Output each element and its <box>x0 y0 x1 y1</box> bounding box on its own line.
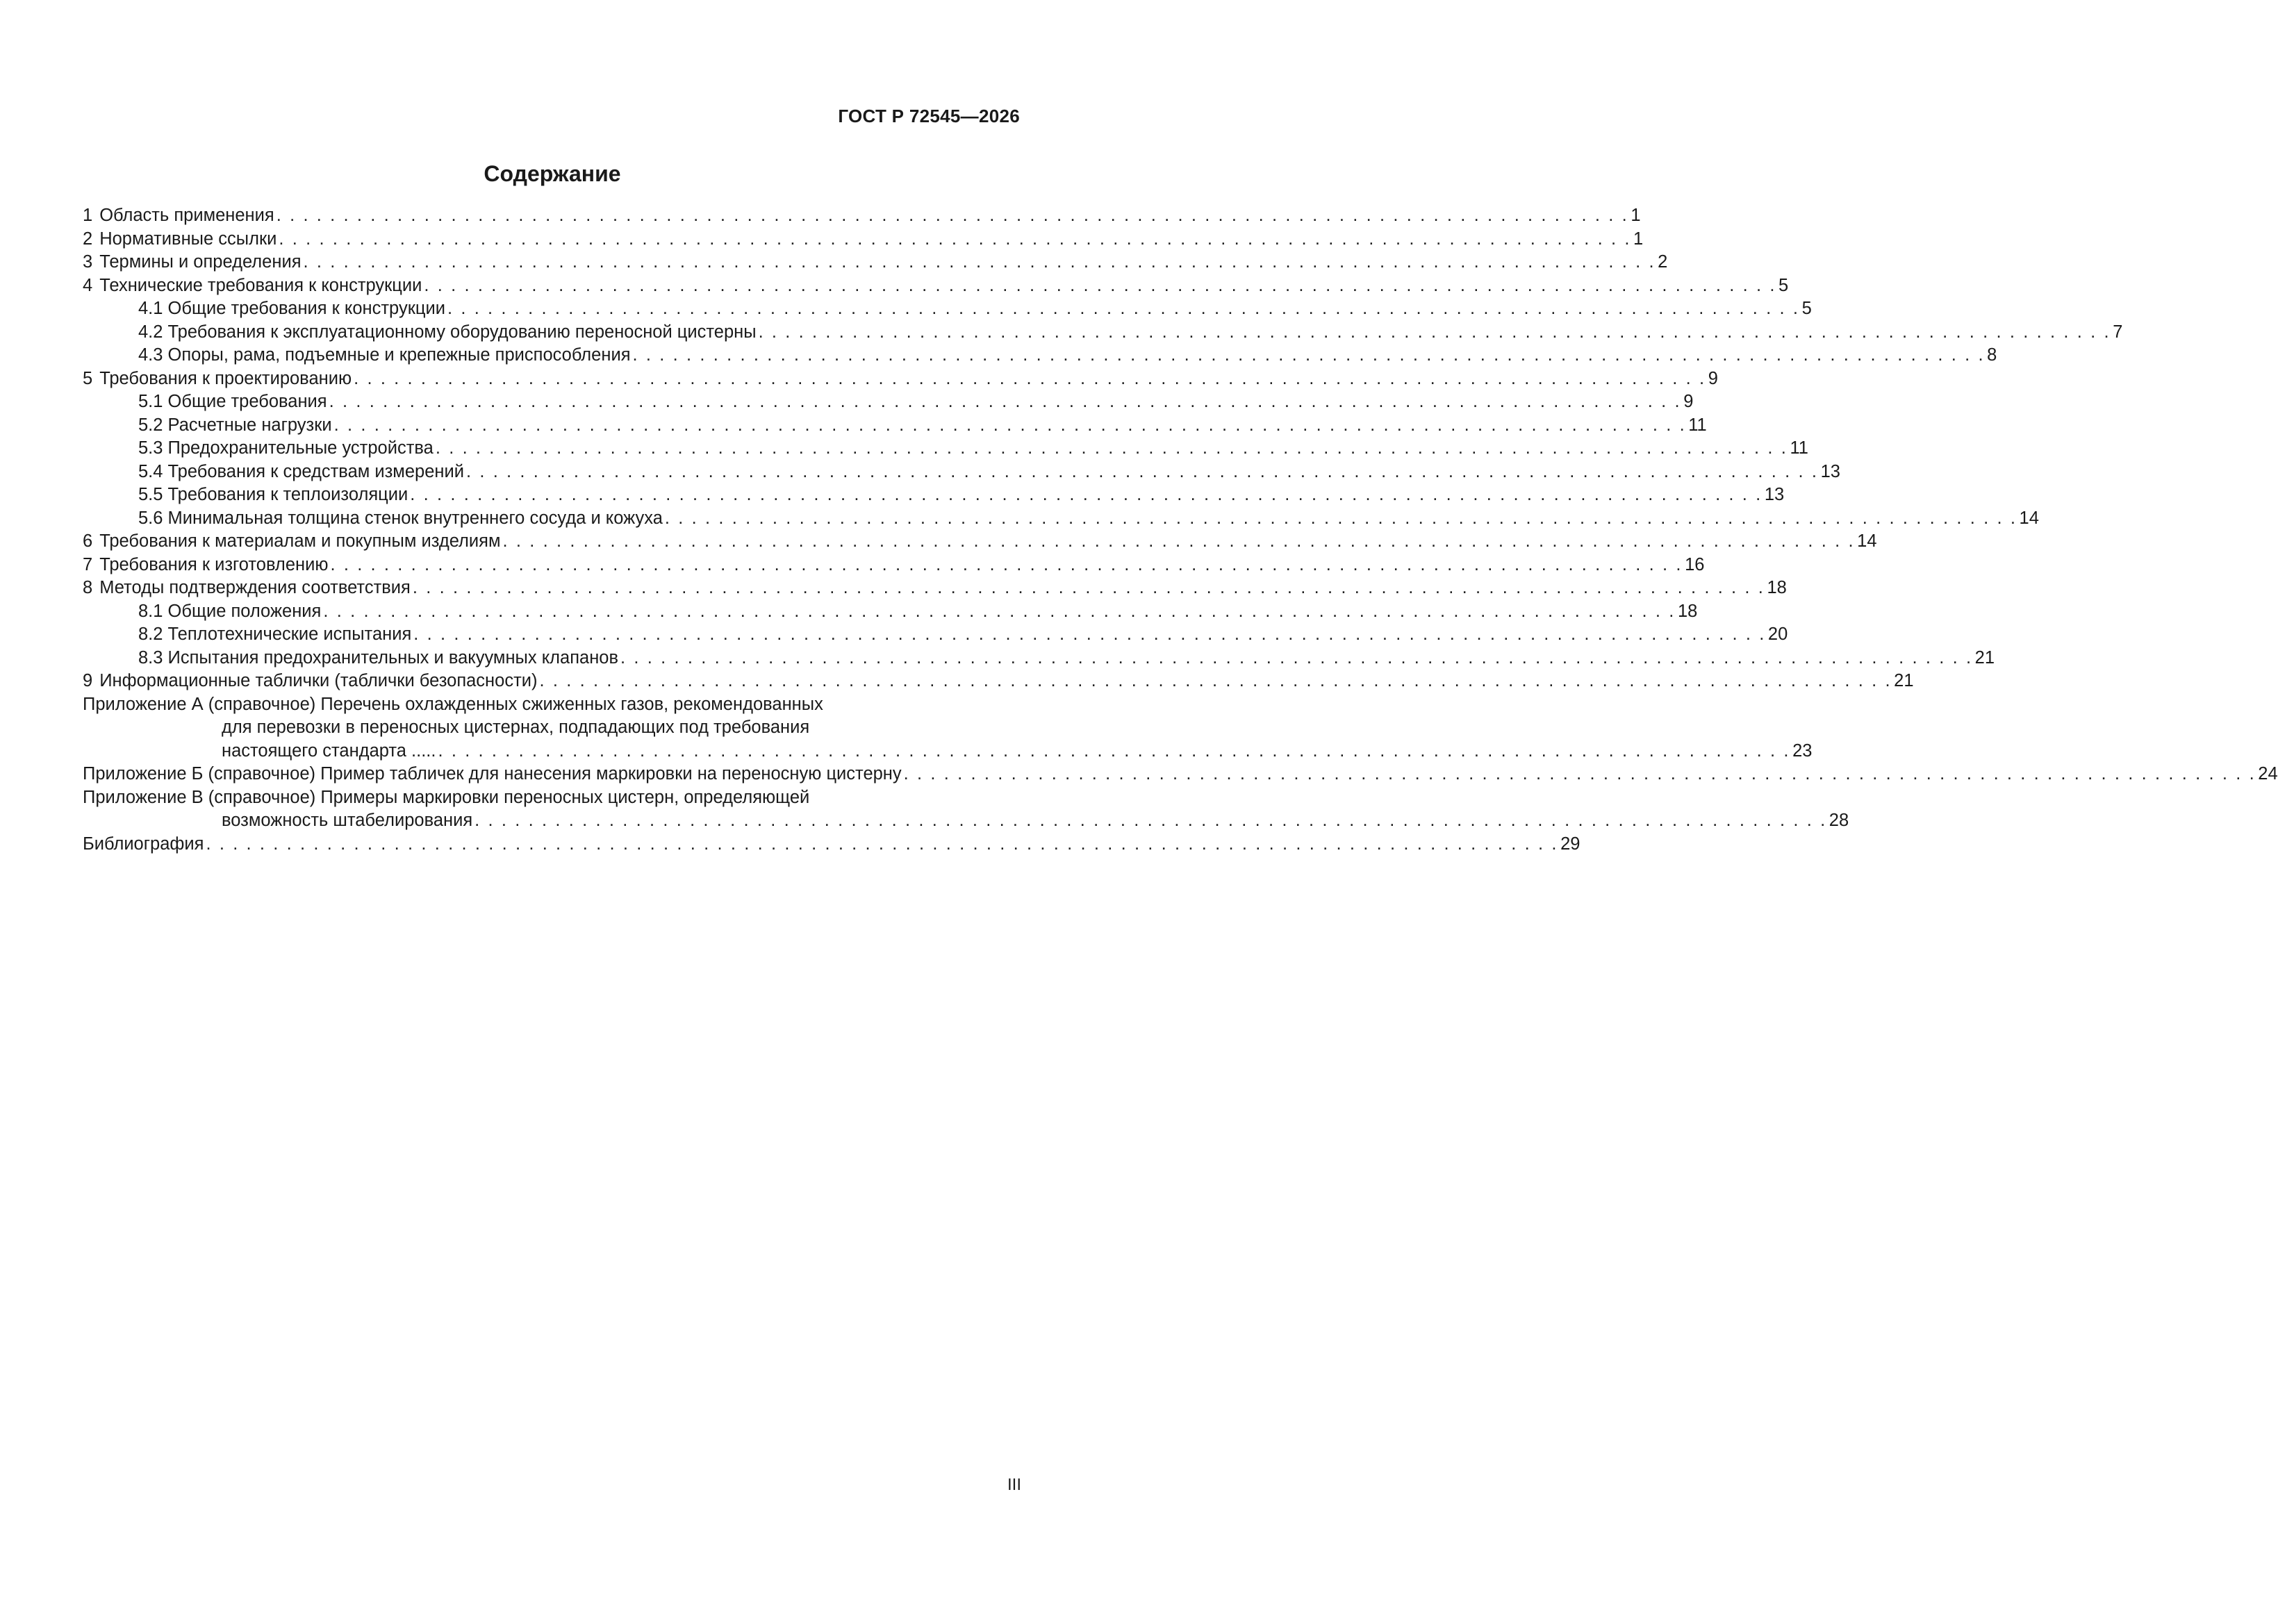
toc-entry-page: 5 <box>1778 275 1789 295</box>
dot-leader: . . . . . . . . . . . . . . . . . . . . . . . . . . . . . . . . . . . . . . . . . . . . . . . . . . . . . . . . . . . . . . . . . . . . . . . . . . . . . . . . . . . . . . . . . . . . . . . . . . . . . <box>303 252 1656 272</box>
dot-leader: . . . . . . . . . . . . . . . . . . . . . . . . . . . . . . . . . . . . . . . . . . . . . . . . . . . . . . . . . . . . . . . . . . . . . . . . . . . . . . . . . . . . . . . . . . . . . . . . . . . . . <box>410 485 1763 504</box>
toc-entry-label: Требования к материалам и покупным изделиям <box>99 531 501 551</box>
table-of-contents <box>83 204 2278 856</box>
toc-entry-number: 3 <box>83 252 93 272</box>
dot-leader: . . . . . . . . . . . . . . . . . . . . . . . . . . . . . . . . . . . . . . . . . . . . . . . . . . . . . . . . . . . . . . . . . . . . . . . . . . . . . . . . . . . . . . . . . . . . . . . . . . . . . <box>413 624 1766 644</box>
toc-entry-page: 16 <box>1685 554 1705 574</box>
toc-entry[interactable] <box>83 600 1698 624</box>
toc-entry[interactable] <box>83 251 1668 274</box>
toc-entry-page: 21 <box>1974 647 1995 668</box>
toc-entry[interactable] <box>83 763 2278 786</box>
toc-entry-label: настоящего стандарта ..... <box>222 740 436 761</box>
dot-leader: . . . . . . . . . . . . . . . . . . . . . . . . . . . . . . . . . . . . . . . . . . . . . . . . . . . . . . . . . . . . . . . . . . . . . . . . . . . . . . . . . . . . . . . . . . . . . . . . . . . . . <box>539 671 1892 690</box>
toc-entry-label: 5.2 Расчетные нагрузки <box>138 415 332 435</box>
toc-entry-page: 8 <box>1987 345 1997 365</box>
dot-leader: . . . . . . . . . . . . . . . . . . . . . . . . . . . . . . . . . . . . . . . . . . . . . . . . . . . . . . . . . . . . . . . . . . . . . . . . . . . . . . . . . . . . . . . . . . . . . . . . . . . . . <box>276 206 1629 225</box>
toc-entry-label: 5.5 Требования к теплоизоляции <box>138 485 408 504</box>
toc-entry-page: 5 <box>1801 299 1812 318</box>
toc-entry-label: 8.1 Общие положения <box>138 601 322 621</box>
toc-entry-label: возможность штабелирования <box>222 811 473 830</box>
toc-entry-label: 5.3 Предохранительные устройства <box>138 438 434 458</box>
toc-entry-label: Требования к изготовлению <box>99 554 329 574</box>
toc-entry[interactable] <box>83 414 1707 438</box>
toc-entry[interactable] <box>83 833 1580 856</box>
toc-entry[interactable] <box>83 786 1021 810</box>
dot-leader: . . . . . . . . . . . . . . . . . . . . . . . . . . . . . . . . . . . . . . . . . . . . . . . . . . . . . . . . . . . . . . . . . . . . . . . . . . . . . . . . . . . . . . . . . . . . . . . . . . . . . <box>279 229 1632 249</box>
toc-entry-label: Библиография <box>83 834 204 854</box>
toc-entry-label: Технические требования к конструкции <box>99 275 422 295</box>
toc-entry-page: 18 <box>1677 601 1698 621</box>
toc-entry-label: Приложение А (справочное) Перечень охлажденных сжиженных газов, рекомендованных <box>83 694 823 714</box>
toc-entry[interactable] <box>83 437 1808 461</box>
toc-entry[interactable] <box>83 809 1849 833</box>
toc-entry[interactable] <box>83 344 1997 367</box>
toc-entry[interactable] <box>83 554 1705 577</box>
dot-leader: . . . . . . . . . . . . . . . . . . . . . . . . . . . . . . . . . . . . . . . . . . . . . . . . . . . . . . . . . . . . . . . . . . . . . . . . . . . . . . . . . . . . . . . . . . . . . . . . . . . . . <box>903 764 2256 784</box>
toc-entry-label: 4.2 Требования к эксплуатационному оборудованию переносной цистерны <box>138 322 757 342</box>
dot-leader: . . . . . . . . . . . . . . . . . . . . . . . . . . . . . . . . . . . . . . . . . . . . . . . . . . . . . . . . . . . . . . . . . . . . . . . . . . . . . . . . . . . . . . . . . . . . . . . . . . . . . <box>465 461 1819 481</box>
dot-leader: . . . . . . . . . . . . . . . . . . . . . . . . . . . . . . . . . . . . . . . . . . . . . . . . . . . . . . . . . . . . . . . . . . . . . . . . . . . . . . . . . . . . . . . . . . . . . . . . . . . . . <box>333 415 1687 435</box>
dot-leader: . . . . . . . . . . . . . . . . . . . . . . . . . . . . . . . . . . . . . . . . . . . . . . . . . . . . . . . . . . . . . . . . . . . . . . . . . . . . . . . . . . . . . . . . . . . . . . . . . . . . . <box>424 275 1777 295</box>
toc-entry-number: 2 <box>83 229 93 249</box>
toc-entry[interactable] <box>83 483 1785 507</box>
toc-entry-label: Термины и определения <box>99 252 302 272</box>
toc-entry-page: 11 <box>1790 438 1808 458</box>
toc-entry-page: 1 <box>1631 206 1641 225</box>
toc-entry-page: 13 <box>1764 485 1785 504</box>
toc-entry-label: Методы подтверждения соответствия <box>99 578 411 597</box>
toc-entry[interactable] <box>83 530 1877 554</box>
dot-leader: . . . . . . . . . . . . . . . . . . . . . . . . . . . . . . . . . . . . . . . . . . . . . . . . . . . . . . . . . . . . . . . . . . . . . . . . . . . . . . . . . . . . . . . . . . . . . . . . . . . . . <box>329 392 1682 411</box>
toc-entry[interactable] <box>83 274 1789 298</box>
toc-entry[interactable] <box>83 716 1021 740</box>
dot-leader: . . . . . . . . . . . . . . . . . . . . . . . . . . . . . . . . . . . . . . . . . . . . . . . . . . . . . . . . . . . . . . . . . . . . . . . . . . . . . . . . . . . . . . . . . . . . . . . . . . . . . <box>206 834 1559 854</box>
toc-entry[interactable] <box>83 390 1694 414</box>
toc-entry-page: 24 <box>2258 764 2278 784</box>
toc-entry-label: Область применения <box>99 206 274 225</box>
toc-entry[interactable] <box>83 321 2123 345</box>
toc-entry[interactable] <box>83 577 1787 600</box>
dot-leader: . . . . . . . . . . . . . . . . . . . . . . . . . . . . . . . . . . . . . . . . . . . . . . . . . . . . . . . . . . . . . . . . . . . . . . . . . . . . . . . . . . . . . . . . . . . . . . . . . . . . . <box>323 601 1676 621</box>
toc-entry-number: 1 <box>83 206 93 225</box>
dot-leader: . . . . . . . . . . . . . . . . . . . . . . . . . . . . . . . . . . . . . . . . . . . . . . . . . . . . . . . . . . . . . . . . . . . . . . . . . . . . . . . . . . . . . . . . . . . . . . . . . . . . . <box>758 322 2111 342</box>
toc-entry-label: для перевозки в переносных цистернах, подпадающих под требования <box>222 718 810 737</box>
toc-entry[interactable] <box>83 367 1718 391</box>
toc-entry-page: 20 <box>1767 624 1788 644</box>
toc-entry-page: 28 <box>1829 811 1849 830</box>
dot-leader: . . . . . . . . . . . . . . . . . . . . . . . . . . . . . . . . . . . . . . . . . . . . . . . . . . . . . . . . . . . . . . . . . . . . . . . . . . . . . . . . . . . . . . . . . . . . . . . . . . . . . <box>354 368 1706 388</box>
document-code: ГОСТ Р 72545—2026 <box>838 106 1020 126</box>
dot-leader: . . . . . . . . . . . . . . . . . . . . . . . . . . . . . . . . . . . . . . . . . . . . . . . . . . . . . . . . . . . . . . . . . . . . . . . . . . . . . . . . . . . . . . . . . . . . . . . . . . . . . <box>447 299 1800 318</box>
toc-entry-label: 4.3 Опоры, рама, подъемные и крепежные приспособления <box>138 345 631 365</box>
toc-entry-label: Нормативные ссылки <box>99 229 277 249</box>
dot-leader: . . . . . . . . . . . . . . . . . . . . . . . . . . . . . . . . . . . . . . . . . . . . . . . . . . . . . . . . . . . . . . . . . . . . . . . . . . . . . . . . . . . . . . . . . . . . . . . . . . . . . <box>438 740 1791 761</box>
toc-entry-label: 5.4 Требования к средствам измерений <box>138 461 464 481</box>
toc-entry-page: 29 <box>1560 834 1580 854</box>
toc-entry[interactable] <box>83 461 1840 484</box>
toc-entry[interactable] <box>83 670 1914 693</box>
toc-entry[interactable] <box>83 228 1644 251</box>
toc-entry-label: 8.3 Испытания предохранительных и вакуумных клапанов <box>138 647 619 668</box>
toc-entry-page: 9 <box>1683 392 1694 411</box>
toc-entry-label: 8.2 Теплотехнические испытания <box>138 624 412 644</box>
toc-entry-page: 1 <box>1633 229 1644 249</box>
dot-leader: . . . . . . . . . . . . . . . . . . . . . . . . . . . . . . . . . . . . . . . . . . . . . . . . . . . . . . . . . . . . . . . . . . . . . . . . . . . . . . . . . . . . . . . . . . . . . . . . . . . . . <box>502 531 1856 551</box>
toc-entry-number: 9 <box>83 671 93 690</box>
toc-entry-page: 21 <box>1894 671 1914 690</box>
toc-entry[interactable] <box>83 623 1788 647</box>
toc-entry[interactable] <box>83 297 1812 321</box>
toc-entry-number: 5 <box>83 368 93 388</box>
toc-entry-number: 4 <box>83 275 93 295</box>
toc-entry-page: 18 <box>1767 578 1787 597</box>
toc-entry-number: 6 <box>83 531 93 551</box>
toc-entry-page: 14 <box>1857 531 1877 551</box>
toc-entry-label: Требования к проектированию <box>99 368 352 388</box>
toc-entry[interactable] <box>83 647 1995 670</box>
toc-entry-label: Приложение Б (справочное) Пример табличек для нанесения маркировки на переносную цистерну <box>83 764 902 784</box>
dot-leader: . . . . . . . . . . . . . . . . . . . . . . . . . . . . . . . . . . . . . . . . . . . . . . . . . . . . . . . . . . . . . . . . . . . . . . . . . . . . . . . . . . . . . . . . . . . . . . . . . . . . . <box>435 438 1788 458</box>
page-number: III <box>1007 1475 1021 1494</box>
toc-entry-page: 13 <box>1820 461 1840 481</box>
page-title: Содержание <box>484 161 621 186</box>
toc-entry-page: 2 <box>1658 252 1668 272</box>
toc-entry-page: 14 <box>2019 508 2039 528</box>
dot-leader: . . . . . . . . . . . . . . . . . . . . . . . . . . . . . . . . . . . . . . . . . . . . . . . . . . . . . . . . . . . . . . . . . . . . . . . . . . . . . . . . . . . . . . . . . . . . . . . . . . . . . <box>474 811 1827 830</box>
toc-entry-page: 7 <box>2113 322 2123 342</box>
toc-entry[interactable] <box>83 693 1021 717</box>
toc-entry[interactable] <box>83 507 2039 531</box>
toc-entry-number: 7 <box>83 554 93 574</box>
toc-entry-label: Приложение В (справочное) Примеры маркировки переносных цистерн, определяющей <box>83 787 810 807</box>
dot-leader: . . . . . . . . . . . . . . . . . . . . . . . . . . . . . . . . . . . . . . . . . . . . . . . . . . . . . . . . . . . . . . . . . . . . . . . . . . . . . . . . . . . . . . . . . . . . . . . . . . . . . <box>620 647 1973 668</box>
dot-leader: . . . . . . . . . . . . . . . . . . . . . . . . . . . . . . . . . . . . . . . . . . . . . . . . . . . . . . . . . . . . . . . . . . . . . . . . . . . . . . . . . . . . . . . . . . . . . . . . . . . . . <box>412 578 1765 597</box>
toc-entry[interactable] <box>83 204 1641 228</box>
toc-entry[interactable] <box>83 740 1813 763</box>
dot-leader: . . . . . . . . . . . . . . . . . . . . . . . . . . . . . . . . . . . . . . . . . . . . . . . . . . . . . . . . . . . . . . . . . . . . . . . . . . . . . . . . . . . . . . . . . . . . . . . . . . . . . <box>330 554 1683 574</box>
toc-entry-page: 9 <box>1708 368 1718 388</box>
dot-leader: . . . . . . . . . . . . . . . . . . . . . . . . . . . . . . . . . . . . . . . . . . . . . . . . . . . . . . . . . . . . . . . . . . . . . . . . . . . . . . . . . . . . . . . . . . . . . . . . . . . . . <box>632 345 1986 365</box>
toc-entry-label: 4.1 Общие требования к конструкции <box>138 299 445 318</box>
toc-entry-page: 11 <box>1688 415 1707 435</box>
toc-entry-label: Информационные таблички (таблички безопасности) <box>99 671 538 690</box>
toc-entry-label: 5.6 Минимальная толщина стенок внутреннего сосуда и кожуха <box>138 508 663 528</box>
toc-entry-page: 23 <box>1792 740 1813 761</box>
toc-entry-label: 5.1 Общие требования <box>138 392 327 411</box>
dot-leader: . . . . . . . . . . . . . . . . . . . . . . . . . . . . . . . . . . . . . . . . . . . . . . . . . . . . . . . . . . . . . . . . . . . . . . . . . . . . . . . . . . . . . . . . . . . . . . . . . . . . . <box>664 508 2017 528</box>
toc-entry-number: 8 <box>83 578 93 597</box>
